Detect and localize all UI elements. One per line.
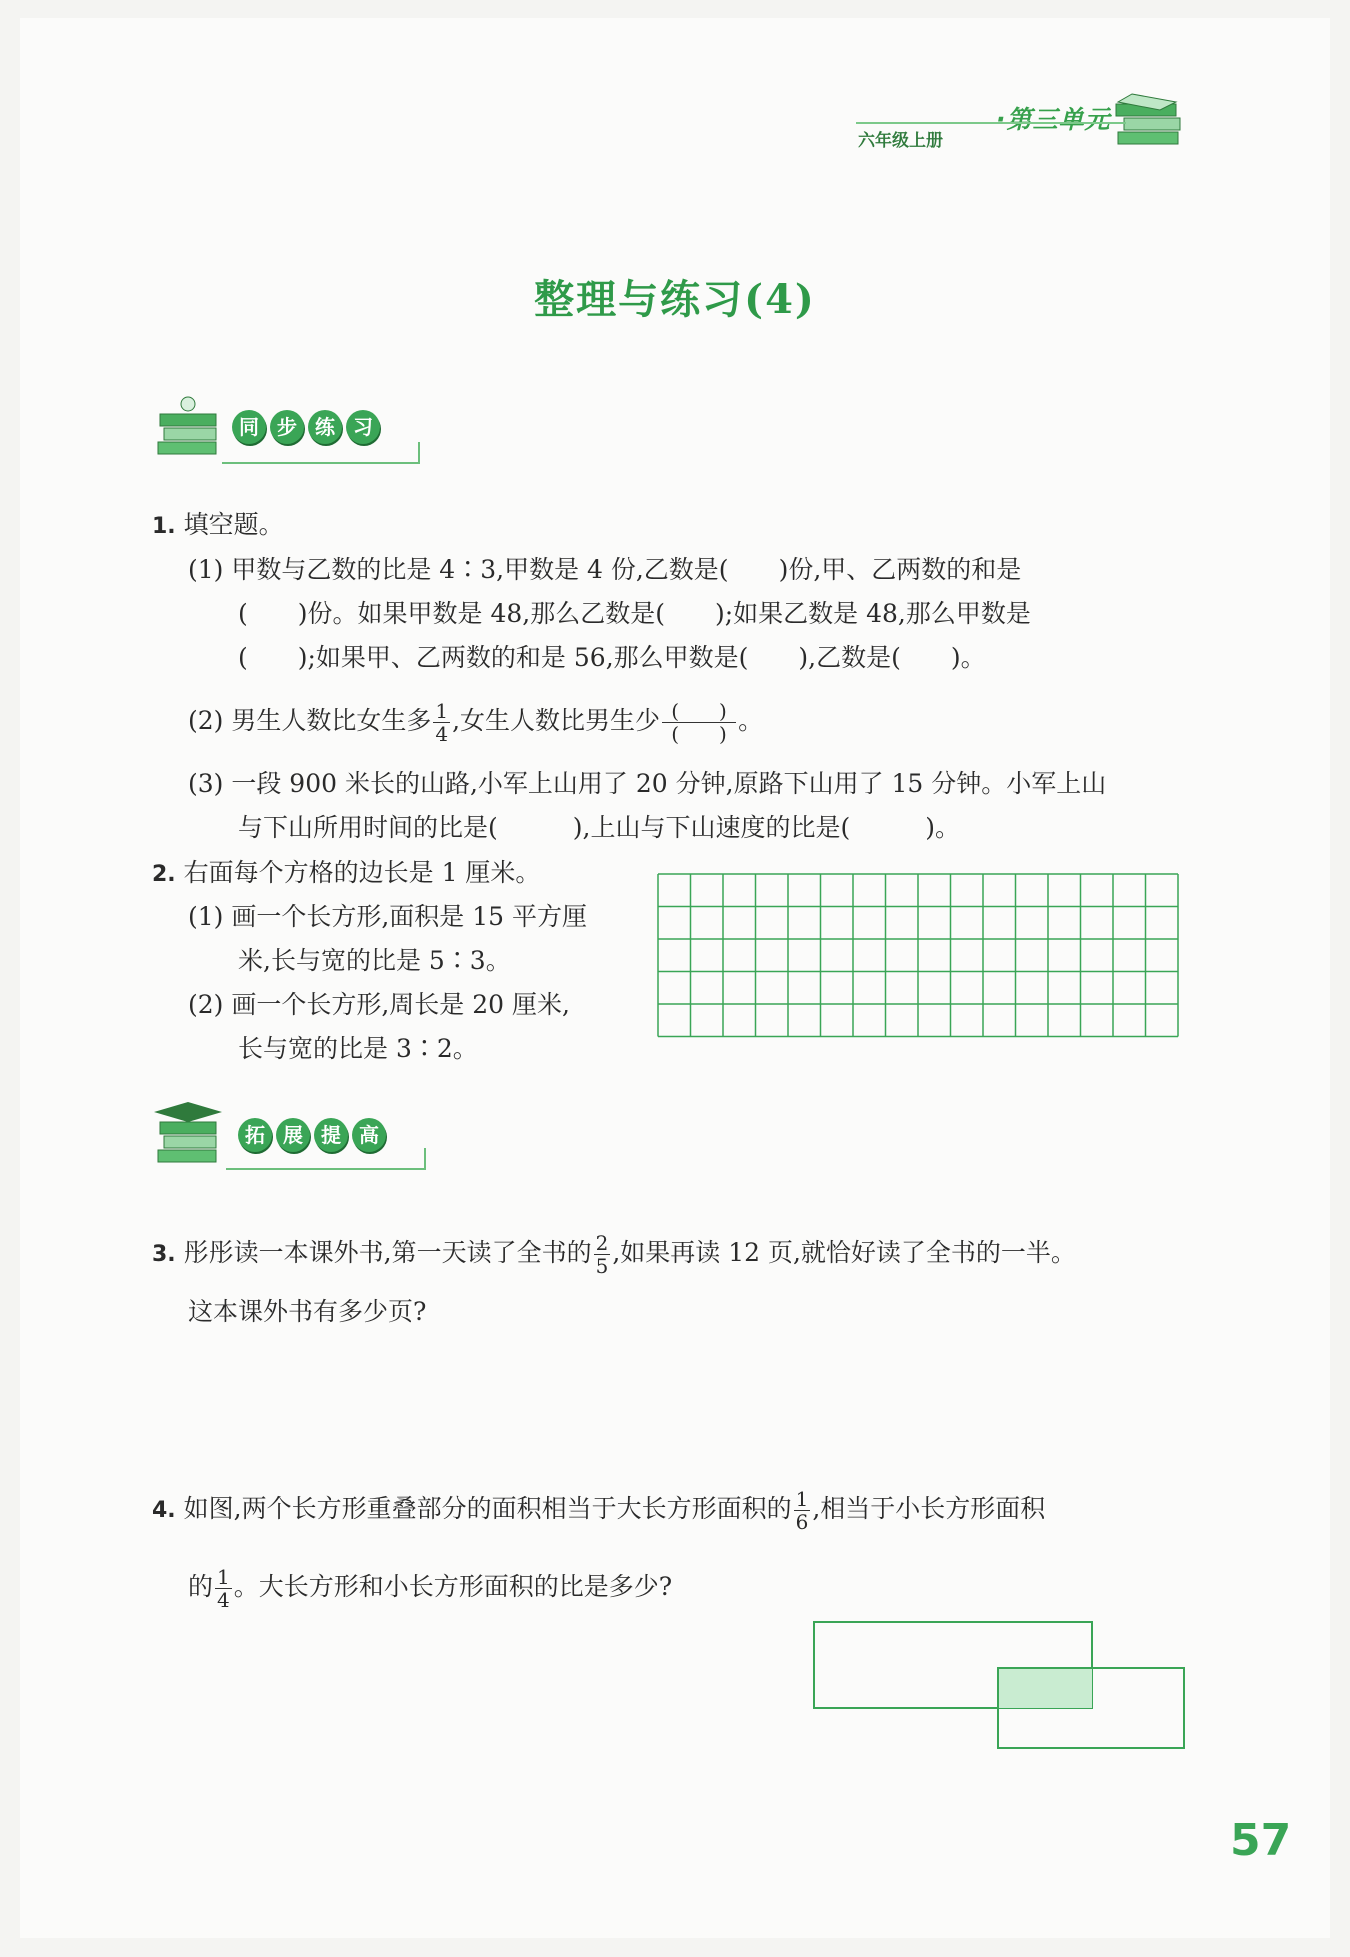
overlap-region: [998, 1668, 1092, 1708]
q1-part1-line1: (1) 甲数与乙数的比是 4∶3,甲数是 4 份,乙数是( )份,甲、乙两数的和是: [188, 555, 1022, 584]
blank-fraction: $\frac{( )}{( )}$: [662, 700, 736, 745]
section-extension-title: [238, 1118, 386, 1152]
q4-line1: 4. 如图,两个长方形重叠部分的面积相当于大长方形面积的 $\frac{1}{6}$ ,相当于小长方形面积: [152, 1487, 1046, 1534]
q1-heading: [152, 509, 284, 543]
extension-char: 拓: [238, 1118, 272, 1152]
section-practice-title: [232, 410, 380, 444]
q1-part3-line1: (3) 一段 900 米长的山路,小军上山用了 20 分钟,原路下山用了 15 分钟。小军上山: [188, 769, 1107, 798]
q4-line2: 的 $\frac{1}{4}$ 。大长方形和小长方形面积的比是多少?: [188, 1565, 673, 1612]
q2-part1-line2: 米,长与宽的比是 5∶3。: [238, 946, 511, 975]
overlapping-rectangles-figure: [810, 1620, 1190, 1750]
extension-char: 提: [314, 1118, 348, 1152]
page-title: 整理与练习(4): [534, 276, 816, 323]
section-underline: [222, 462, 420, 464]
practice-char: 练: [308, 410, 342, 444]
q2-stem: 右面每个方格的边长是 1 厘米。: [183, 858, 541, 887]
practice-char: 步: [270, 410, 304, 444]
q4-number: 4.: [152, 1498, 176, 1523]
fraction-one-quarter: $\frac{1}{4}$: [435, 699, 449, 746]
fraction-one-sixth: $\frac{1}{6}$: [795, 1487, 809, 1534]
extension-char: 高: [352, 1118, 386, 1152]
section-underline: [226, 1168, 426, 1170]
stacked-books-lamp-icon: [150, 390, 230, 470]
q1-number: 1.: [152, 514, 176, 539]
stacked-books-cap-icon: [150, 1098, 230, 1178]
q1-part2: (2) 男生人数比女生多 $\frac{1}{4}$ ,女生人数比男生少 $\frac{( )}{( )}$ 。: [188, 699, 764, 746]
square-grid[interactable]: [656, 872, 1186, 1038]
grade-label: 六年级上册: [858, 131, 943, 151]
q1-part2-text-a: (2) 男生人数比女生多: [188, 706, 432, 735]
q2-number: 2.: [152, 862, 176, 887]
practice-char: 习: [346, 410, 380, 444]
q2-heading: [152, 857, 540, 891]
q1-part1-line2: ( )份。如果甲数是 48,那么乙数是( );如果乙数是 48,那么甲数是: [238, 599, 1031, 628]
q3-number: 3.: [152, 1242, 176, 1267]
q1-part1-line3: ( );如果甲、乙两数的和是 56,那么甲数是( ),乙数是( )。: [238, 643, 986, 672]
extension-char: 展: [276, 1118, 310, 1152]
books-stack-icon: [1110, 92, 1190, 162]
page-number: 57: [1230, 1815, 1292, 1866]
q1-part2-text-b: ,女生人数比男生少: [452, 706, 661, 735]
q3-line1: 3. 彤彤读一本课外书,第一天读了全书的 $\frac{2}{5}$ ,如果再读 12 页,就恰好读了全书的一半。: [152, 1231, 1076, 1278]
q2-part2-line2: 长与宽的比是 3∶2。: [238, 1034, 478, 1063]
fraction-one-quarter: $\frac{1}{4}$: [217, 1565, 230, 1612]
q3-line2: 这本课外书有多少页?: [188, 1297, 427, 1326]
q1-stem: 填空题。: [183, 510, 284, 539]
q1-part3-line2: 与下山所用时间的比是( ),上山与下山速度的比是( )。: [238, 813, 960, 842]
practice-char: 同: [232, 410, 266, 444]
q2-part1-line1: (1) 画一个长方形,面积是 15 平方厘: [188, 902, 588, 931]
fraction-two-fifths: $\frac{2}{5}$: [595, 1231, 609, 1278]
q2-part2-line1: (2) 画一个长方形,周长是 20 厘米,: [188, 990, 570, 1019]
unit-label: ·第三单元: [996, 105, 1111, 134]
header-rule: [856, 122, 1126, 124]
